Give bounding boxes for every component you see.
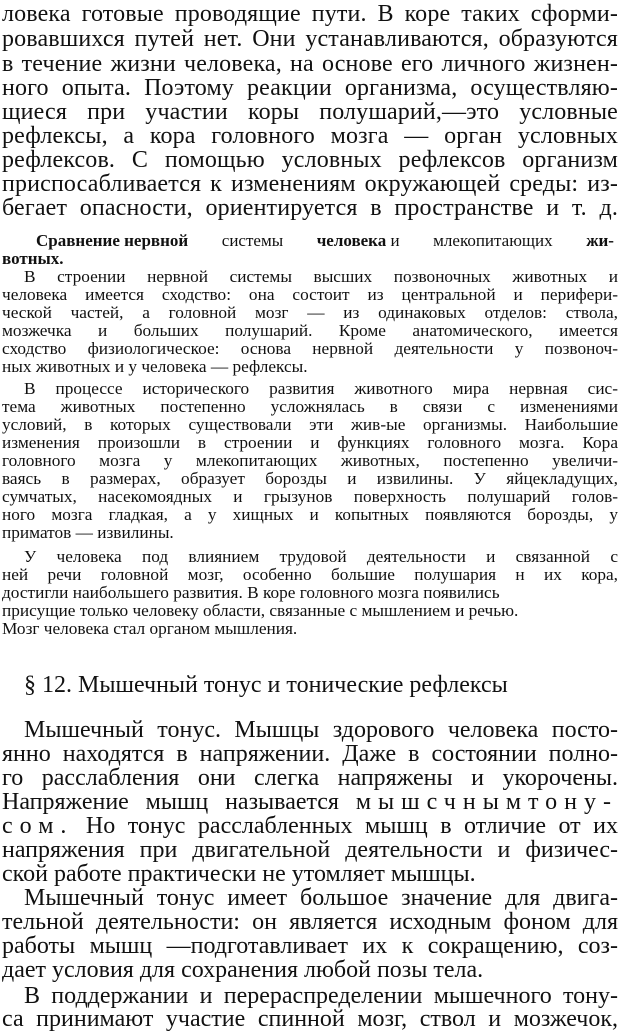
subheading-part: жи-: [586, 231, 614, 250]
text-line: Мышечный тонус. Мышцы здорового человека посто-: [24, 718, 618, 742]
subheading-part: Сравнение нервной: [36, 231, 189, 250]
text-line: присущие только человеку области, связанные с мышлением и речью.: [2, 602, 519, 620]
text-line: приспосабливается к изменениям окружающей среды: из-: [2, 172, 618, 196]
section-title: § 12. Мышечный тонус и тонические рефлексы: [24, 672, 508, 698]
text-line: работы мышц —подготавливает их к сокращению, соз-: [2, 934, 618, 958]
text-line: в течение жизни человека, на основе его личного жизнен-: [2, 52, 618, 76]
subheading-part: млекопитающих: [433, 231, 553, 250]
text-line: тема животных постепенно усложнялась в связи с изменениями: [2, 398, 618, 416]
text-run: Напряжение мышц называется: [2, 790, 339, 814]
text-line: рефлексы, а кора головного мозга — орган условных: [2, 124, 618, 148]
text-line: ного опыта. Поэтому реакции организма, осуществляю-: [2, 76, 618, 100]
text-line: сходство физиологическое: основа нервной деятельности у позвоноч-: [2, 340, 618, 358]
text-line: головного мозга у млекопитающих животных, постепенно увеличи-: [2, 452, 618, 470]
text-line: ней речи головной мозг, особенно большие полушария н их кора,: [2, 566, 618, 584]
text-line: са принимают участие спинной мозг, ствол и мозжечок,: [2, 1007, 618, 1031]
subheading-part: и: [390, 231, 400, 250]
text-line: достигли наибольшего развития. В коре головного мозга появились: [2, 584, 500, 602]
text-line: В процессе исторического развития животного мира нервная сис-: [24, 380, 618, 398]
text-line: В строении нервной системы высших позвоночных животных и: [24, 268, 618, 286]
text-line: ловека готовые проводящие пути. В коре таких сформи-: [2, 2, 618, 26]
text-line: человека имеется сходство: она состоит из центральной и перифери-: [2, 286, 618, 304]
spaced-term: мышсчнымтону-: [355, 790, 618, 814]
text-line: изменения произошли в строении и функциях головного мозга. Кора: [2, 434, 618, 452]
text-line: бегает опасности, ориентируется в пространстве и т. д.: [2, 196, 618, 220]
subheading-part: человека: [316, 231, 387, 250]
text-line: Мышечный тонус имеет большое значение для двига-: [24, 886, 618, 910]
text-line: Мозг человека стал органом мышления.: [2, 620, 298, 638]
subheading-part: системы: [221, 231, 284, 250]
text-line: мозжечка и больших полушарий. Кроме анатомического, имеется: [2, 322, 618, 340]
text-line: го расслабления они слегка напряжены и укорочены.: [2, 766, 618, 790]
text-line: В поддержании и перераспределении мышечного тону-: [24, 984, 618, 1008]
text-line: условий, в которых существовали эти жив-ые организмы. Наибольшие: [2, 416, 618, 434]
text-line: ваясь в размерах, образует борозды и извилины. У яйцекладущих,: [2, 470, 618, 488]
text-line: [2, 790, 618, 814]
text-line: щиеся при участии коры полушарий,—это условные: [2, 100, 618, 124]
text-line: напряжения при двигательной деятельности и физичес-: [2, 838, 618, 862]
text-line: янно находятся в напряжении. Даже в состоянии полно-: [2, 742, 618, 766]
text-line: тельной деятельности: он является исходным фоном для: [2, 910, 618, 934]
subheading: [36, 232, 614, 250]
text-line: ческой частей, а головной мозг — из одинаковых отделов: ствола,: [2, 304, 618, 322]
text-run: Но тонус расслабленных мышц в отличие от их: [85, 814, 618, 838]
text-line: ской работе практически не утомляет мышцы.: [2, 862, 476, 886]
text-line: сумчатых, насекомоядных и грызунов поверхность полушарий голов-: [2, 488, 618, 506]
text-line: приматов — извилины.: [2, 524, 174, 542]
text-line: дает условия для сохранения любой позы тела.: [2, 958, 484, 982]
text-line: ровавшихся путей нет. Они устанавливаются, образуются: [2, 27, 618, 51]
text-line: ных животных и у человека — рефлексы.: [2, 358, 308, 376]
text-line: [2, 814, 618, 838]
spaced-term: сом.: [2, 814, 74, 838]
text-line: ного мозга гладкая, а у хищных и копытных появляются борозды, у: [2, 506, 618, 524]
subheading-continuation: вотных.: [2, 249, 64, 268]
text-line: рефлексов. С помощью условных рефлексов организм: [2, 148, 618, 172]
text-line: У человека под влиянием трудовой деятельности и связанной с: [24, 548, 618, 566]
